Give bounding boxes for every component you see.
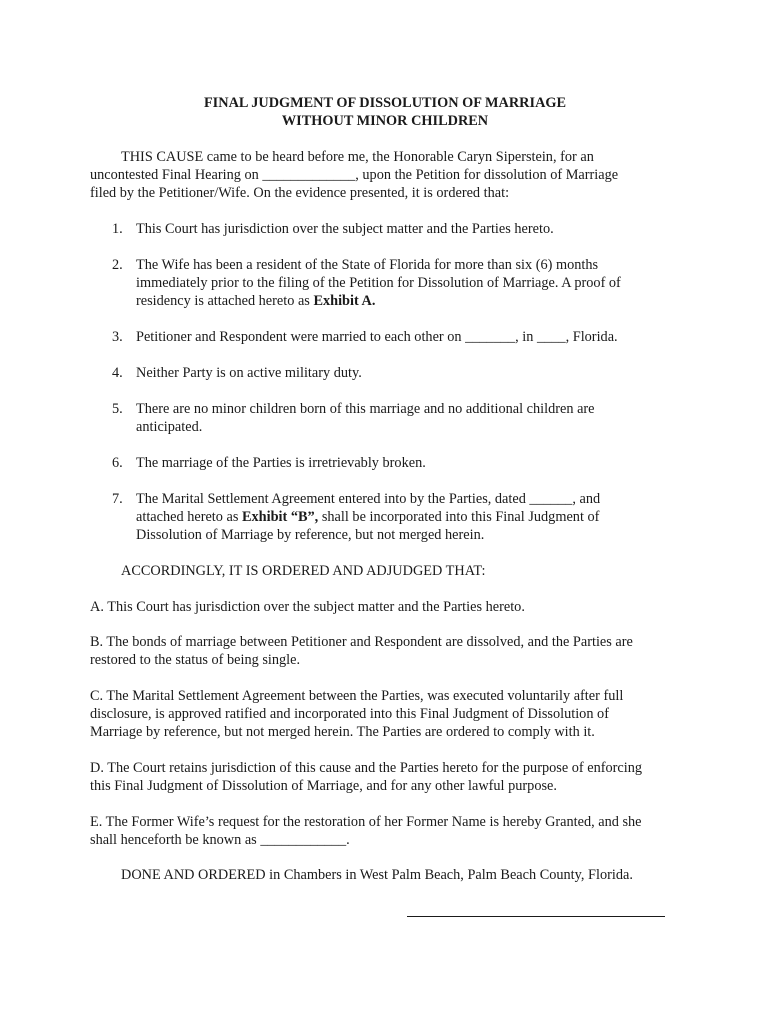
ordered-heading: ACCORDINGLY, IT IS ORDERED AND ADJUDGED THAT: <box>121 563 486 579</box>
order-paragraph <box>90 633 690 669</box>
order-text: this Final Judgment of Dissolution of Marriage, and for any other lawful purpose. <box>90 778 557 794</box>
intro-line: filed by the Petitioner/Wife. On the evidence presented, it is ordered that: <box>90 185 510 201</box>
order-text: restored to the status of being single. <box>90 652 301 668</box>
exhibit-b-reference: Exhibit “B”, <box>241 509 319 525</box>
order-text: disclosure, is approved ratified and incorporated into this Final Judgment of Dissolution of <box>90 706 609 722</box>
finding-number: 7. <box>112 491 123 507</box>
order-text: Marriage by reference, but not merged herein. The Parties are ordered to comply with it. <box>90 724 595 740</box>
finding-text: The marriage of the Parties is irretrievably broken. <box>136 455 426 471</box>
order-text: shall henceforth be known as ____________. <box>90 832 350 848</box>
order-text: B. The bonds of marriage between Petitioner and Respondent are dissolved, and the Parties are <box>90 634 633 650</box>
order-text: E. The Former Wife’s request for the restoration of her Former Name is hereby Granted, and she <box>90 814 642 830</box>
finding-number: 2. <box>112 257 123 273</box>
document-title-line-2: WITHOUT MINOR CHILDREN <box>281 113 489 129</box>
order-text: C. The Marital Settlement Agreement between the Parties, was executed voluntarily after full <box>90 688 624 704</box>
intro-line: uncontested Final Hearing on _____________, upon the Petition for dissolution of Marriage <box>90 167 619 183</box>
finding-text: Dissolution of Marriage by reference, but not merged herein. <box>136 527 485 543</box>
signature-line <box>407 906 665 917</box>
finding-number: 5. <box>112 401 123 417</box>
finding-text: This Court has jurisdiction over the subject matter and the Parties hereto. <box>136 221 554 237</box>
intro-line: THIS CAUSE came to be heard before me, the Honorable Caryn Siperstein, for an <box>121 149 594 165</box>
finding-text: residency is attached hereto as <box>136 293 314 309</box>
finding-text: The Wife has been a resident of the State of Florida for more than six (6) months <box>136 257 599 273</box>
order-text: D. The Court retains jurisdiction of this cause and the Parties hereto for the purpose of enforcing <box>90 760 643 776</box>
finding-text: attached hereto as <box>136 509 242 525</box>
finding-number: 1. <box>112 221 123 237</box>
finding-text: shall be incorporated into this Final Judgment of <box>318 509 600 525</box>
order-text: A. This Court has jurisdiction over the subject matter and the Parties hereto. <box>90 599 525 615</box>
exhibit-a-reference: Exhibit A. <box>313 293 376 309</box>
finding-text: There are no minor children born of this marriage and no additional children are <box>136 401 595 417</box>
finding-number: 6. <box>112 455 123 471</box>
document-title-line-1: FINAL JUDGMENT OF DISSOLUTION OF MARRIAGE <box>203 95 567 111</box>
finding-number: 4. <box>112 365 123 381</box>
done-and-ordered-line: DONE AND ORDERED in Chambers in West Palm Beach, Palm Beach County, Florida. <box>121 867 633 883</box>
order-paragraph <box>90 813 690 849</box>
finding-text: Neither Party is on active military duty. <box>136 365 362 381</box>
intro-paragraph <box>90 148 690 202</box>
order-paragraph <box>90 759 690 795</box>
finding-number: 3. <box>112 329 123 345</box>
finding-text: Petitioner and Respondent were married to each other on _______, in ____, Florida. <box>136 329 618 345</box>
finding-text: anticipated. <box>136 419 203 435</box>
finding-text: The Marital Settlement Agreement entered into by the Parties, dated ______, and <box>136 491 601 507</box>
order-paragraph <box>90 687 690 741</box>
finding-text: immediately prior to the filing of the Petition for Dissolution of Marriage. A proof of <box>136 275 621 291</box>
order-paragraph <box>90 598 690 616</box>
